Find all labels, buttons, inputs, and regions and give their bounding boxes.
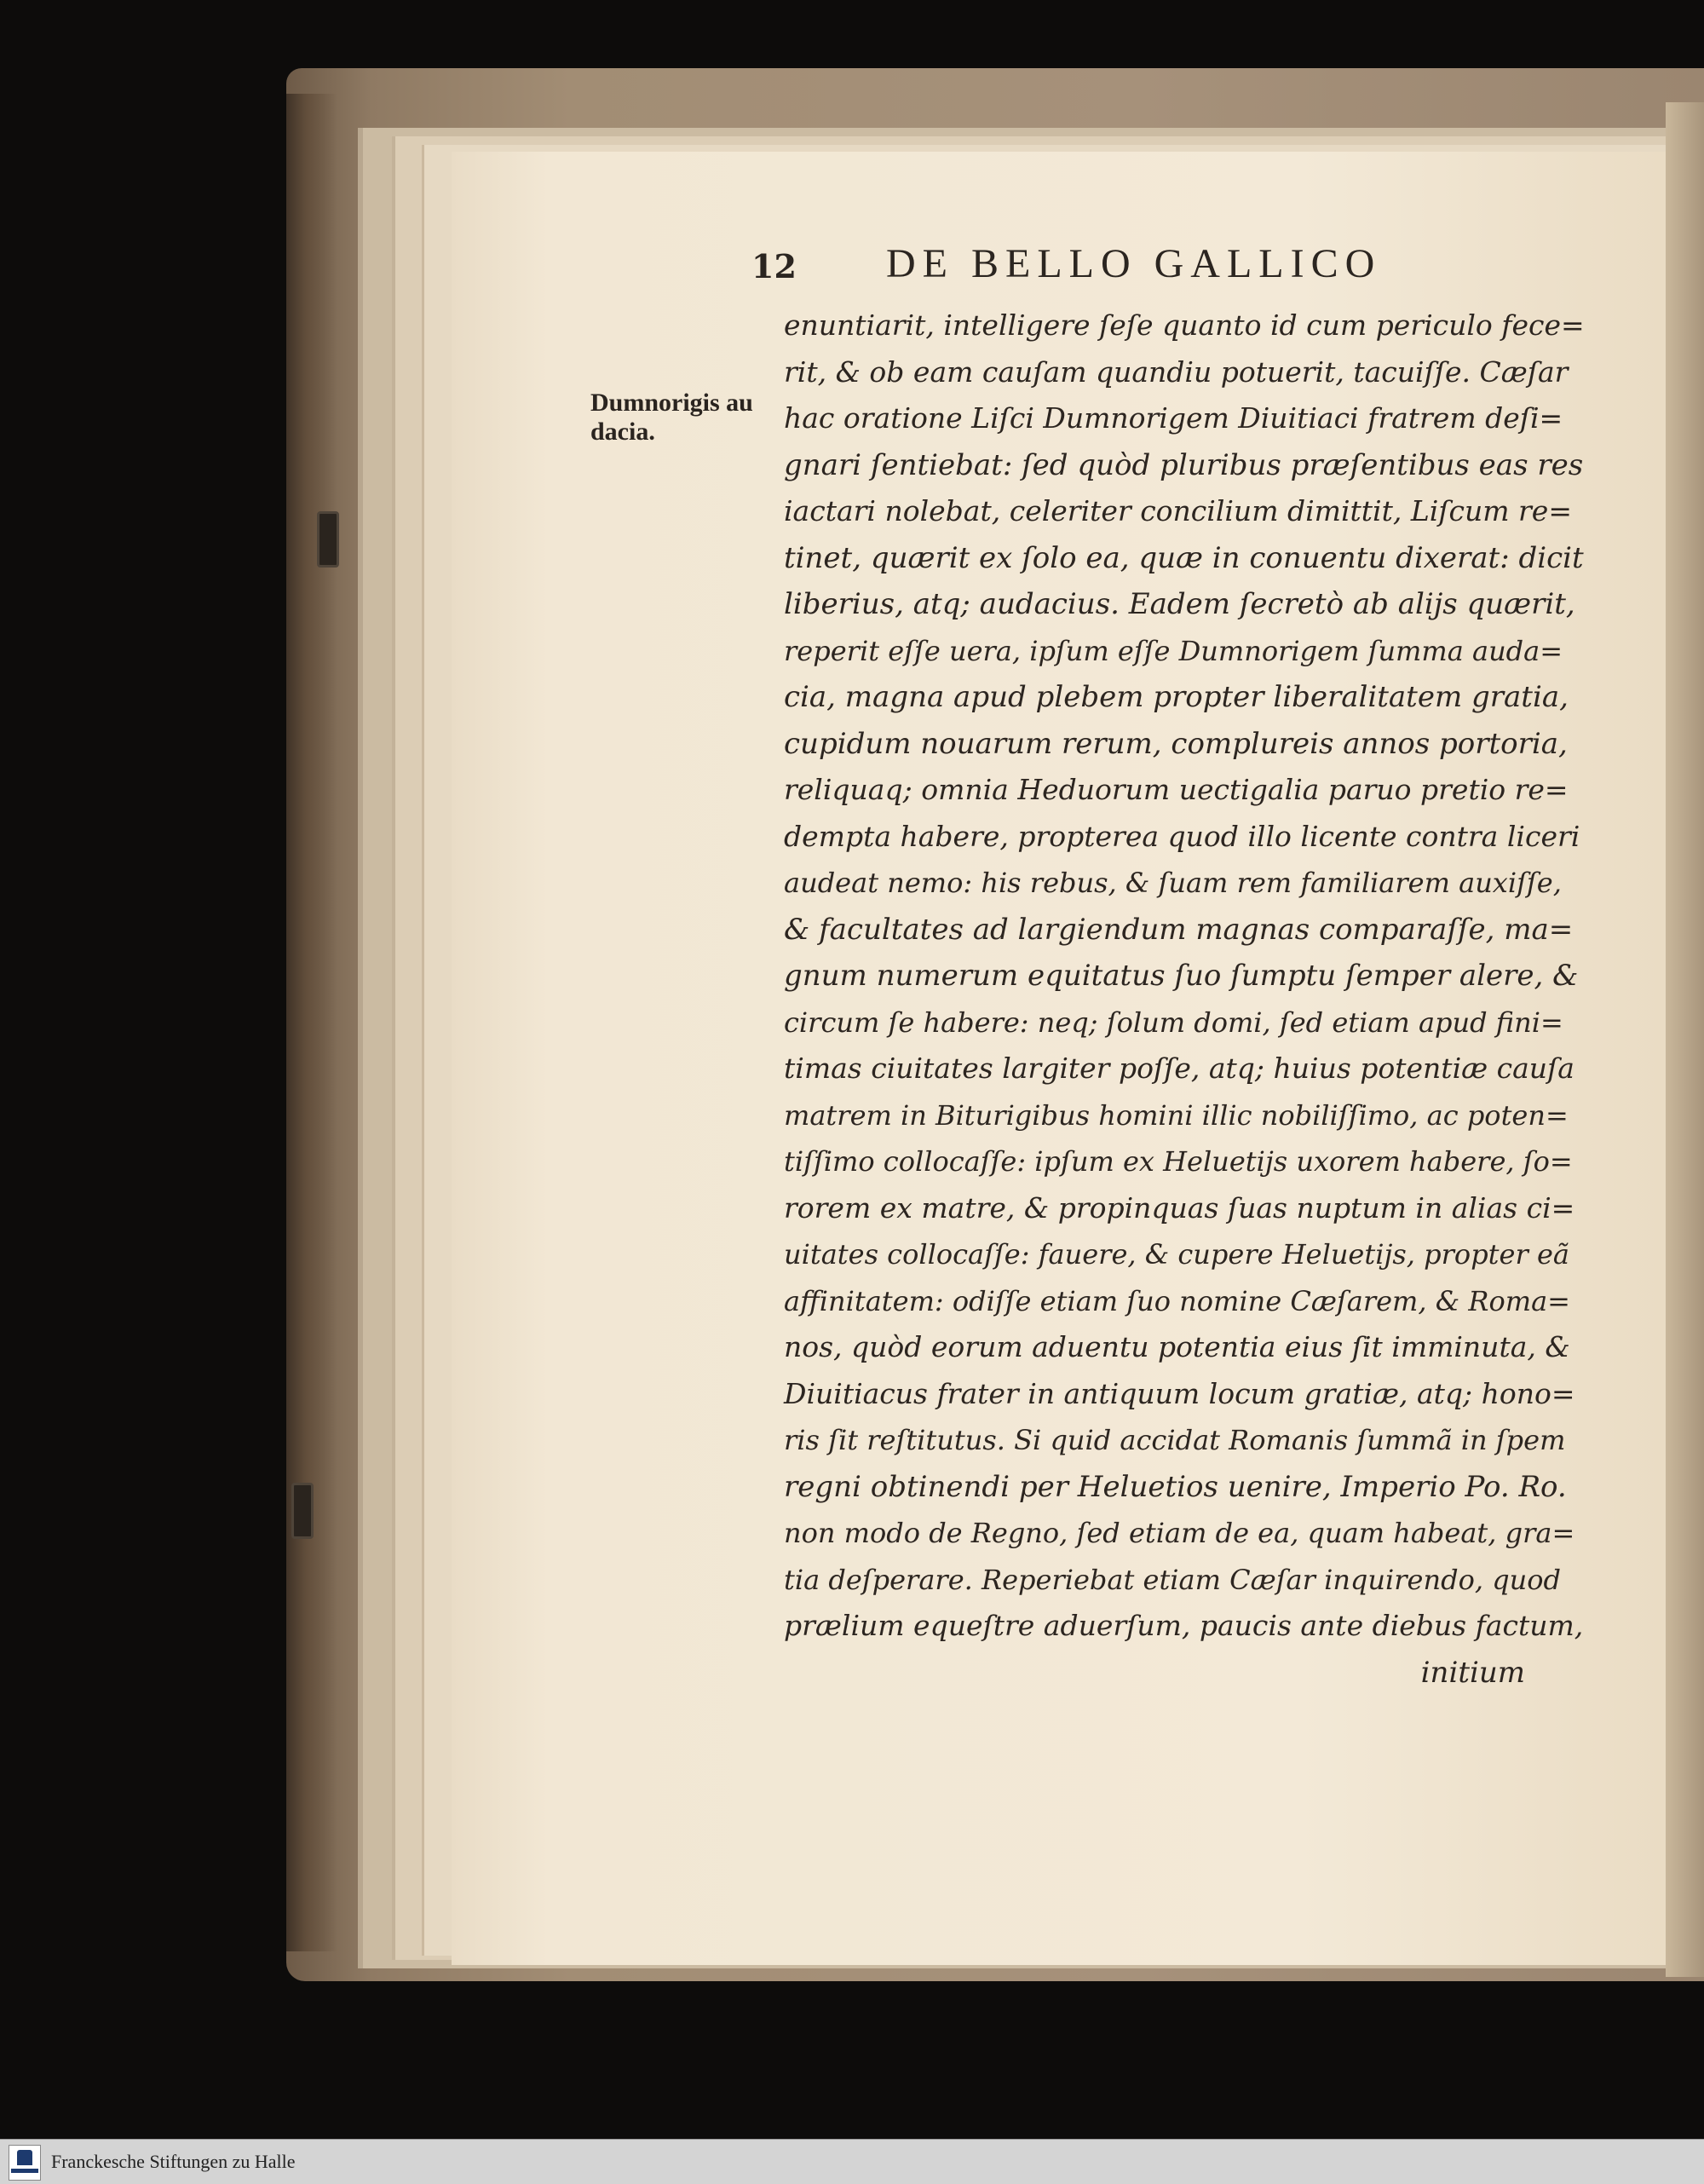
body-text	[784, 303, 1585, 1696]
text-line: ris ſit reſtitutus. Si quid accidat Romanis ſummã in ſpem	[784, 1424, 1566, 1456]
page-number: 12	[751, 247, 797, 285]
text-line: matrem in Biturigibus homini illic nobiliſſimo, ac poten=	[784, 1098, 1569, 1132]
text-line: iactari nolebat, celeriter concilium dimittit, Liſcum re=	[784, 494, 1572, 527]
text-line: reperit eſſe uera, ipſum eſſe Dumnorigem ſumma auda=	[784, 634, 1563, 667]
text-line: tiſſimo collocaſſe: ipſum ex Heluetijs uxorem habere, ſo=	[784, 1145, 1573, 1178]
margin-note-line: Dumnorigis au	[590, 389, 753, 417]
text-line: regni obtinendi per Heluetios uenire, Imperio Po. Ro.	[784, 1469, 1567, 1504]
text-line: gnum numerum equitatus ſuo ſumptu ſemper alere, &	[784, 959, 1579, 993]
text-line: timas ciuitates largiter poſſe, atq; huius potentiæ cauſa	[784, 1052, 1574, 1085]
text-line: reliquaq; omnia Heduorum uectigalia paruo pretio re=	[784, 773, 1569, 806]
clasp-lower	[291, 1483, 314, 1539]
text-line: enuntiarit, intelligere ſeſe quanto id cum periculo fece=	[784, 308, 1585, 342]
text-line: tia deſperare. Reperiebat etiam Cæſar inquirendo, quod	[784, 1563, 1562, 1596]
margin-note	[590, 389, 778, 447]
text-line: uitates collocaſſe: fauere, & cupere Heluetijs, propter eã	[784, 1238, 1569, 1271]
text-line: rit, & ob eam cauſam quandiu potuerit, tacuiſſe. Cæſar	[784, 354, 1569, 389]
text-line: cupidum nouarum rerum, complureis annos portoria,	[784, 726, 1568, 761]
text-line: cia, magna apud plebem propter liberalitatem gratia,	[784, 680, 1569, 714]
text-line: prælium equeſtre aduerſum, paucis ante diebus factum,	[784, 1609, 1584, 1642]
institution-logo-icon	[9, 2145, 41, 2181]
text-line: liberius, atq; audacius. Eadem ſecretò ab alijs quærit,	[784, 587, 1575, 621]
cover-shadow	[286, 94, 337, 1951]
text-line: nos, quòd eorum aduentu potentia eius ſit imminuta, &	[784, 1330, 1570, 1363]
text-line: affinitatem: odiſſe etiam ſuo nomine Cæſarem, & Roma=	[784, 1284, 1570, 1317]
text-line: dempta habere, propterea quod illo licente contra liceri	[784, 819, 1580, 853]
running-title: DE BELLO GALLICO	[886, 241, 1382, 286]
footer-institution: Franckesche Stiftungen zu Halle	[51, 2151, 296, 2172]
text-line: Diuitiacus frater in antiquum locum gratiæ, atq; hono=	[784, 1376, 1575, 1410]
text-line: hac oratione Liſci Dumnorigem Diuitiaci fratrem deſi=	[784, 401, 1563, 435]
text-line: gnari ſentiebat: ſed quòd pluribus præſentibus eas res	[784, 447, 1584, 482]
text-line: circum ſe habere: neq; ſolum domi, ſed etiam apud fini=	[784, 1006, 1563, 1039]
margin-note-line: dacia.	[590, 418, 655, 446]
text-line: & facultates ad largiendum magnas comparaſſe, ma=	[784, 912, 1574, 947]
text-line: rorem ex matre, & propinquas ſuas nuptum in alias ci=	[784, 1190, 1575, 1225]
clasp-upper	[317, 511, 339, 568]
catchword: initium	[1420, 1655, 1525, 1690]
text-line: non modo de Regno, ſed etiam de ea, quam habeat, gra=	[784, 1517, 1575, 1549]
text-line: audeat nemo: his rebus, & ſuam rem familiarem auxiſſe,	[784, 867, 1562, 899]
page-fore-edge	[1666, 102, 1704, 1977]
text-line: tinet, quærit ex ſolo ea, quæ in conuentu dixerat: dicit	[784, 540, 1584, 575]
footer-bar	[0, 2139, 1704, 2184]
